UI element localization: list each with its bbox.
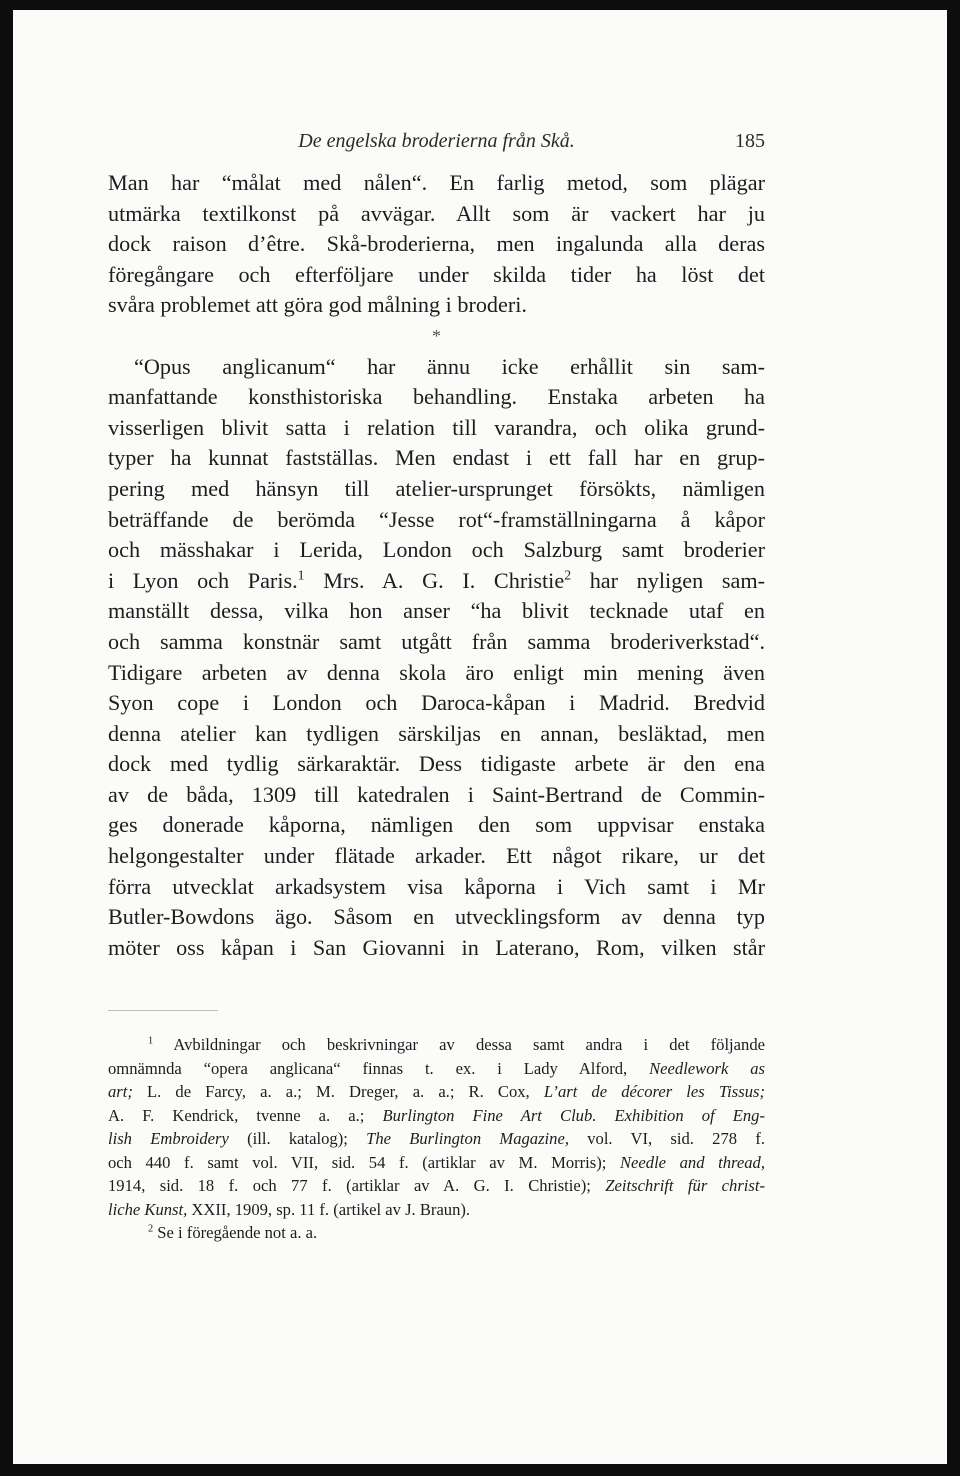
footnote-text: Se i föregående not a. a. (153, 1223, 318, 1242)
text-line: förra utvecklat arkadsystem visa kåporna i Vich samt i Mr (108, 873, 765, 899)
text-line: Syon cope i London och Daroca-kåpan i Madrid. Bredvid (108, 690, 765, 716)
footnote-marker-1: 1 (148, 1035, 154, 1047)
text-line: dock med tydlig särkaraktär. Dess tidigaste arbete är den ena (108, 751, 765, 777)
text-line: dock raison d’être. Skå-broderierna, men ingalunda alla deras (108, 231, 765, 257)
footnote-marker-2: 2 (148, 1223, 154, 1235)
footnote-line (108, 1151, 765, 1175)
text-line: och mässhakar i Lerida, London och Salzburg samt broderier (108, 537, 765, 563)
footnote-text: och 440 f. samt vol. VII, sid. 54 f. (artiklar av M. Morris); (108, 1152, 620, 1172)
page-number: 185 (735, 130, 765, 152)
footnote-text: 1914, sid. 18 f. och 77 f. (artiklar av A. G. I. Christie); (108, 1176, 606, 1195)
footnote-title: lish Embroidery (108, 1129, 229, 1148)
footnotes (108, 1033, 765, 1245)
footnote-title: Zeitschrift für christ- (605, 1176, 765, 1195)
footnote-text: (ill. katalog); (228, 1129, 367, 1148)
footnote-ref-2[interactable]: 2 (564, 567, 572, 583)
footnote-line (108, 1198, 765, 1222)
footnote-ref-1[interactable]: 1 (297, 567, 305, 583)
text-line: ges donerade kåporna, nämligen den som uppvisar enstaka (108, 812, 765, 838)
footnote-line (108, 1104, 765, 1128)
footnote-line (108, 1221, 765, 1245)
text-fragment: Mrs. A. G. I. Christie (304, 567, 565, 593)
text-line: Butler-Bowdons ägo. Såsom en utvecklingsform av denna typ (108, 904, 765, 930)
text-line-with-notes (108, 566, 765, 597)
text-line: beträffande de berömda “Jesse rot“-framställningarna å kåpor (108, 506, 765, 532)
footnote-title: Burlington Fine Art Club. Exhibition of Eng- (382, 1105, 765, 1125)
footnote-text: omnämnda “opera anglicana“ finnas t. ex. i Lady Alford, (108, 1058, 650, 1078)
text-line: pering med hänsyn till atelier-ursprunget försökts, nämligen (108, 475, 765, 501)
section-separator: * (432, 325, 441, 346)
text-fragment: har nyligen sam- (571, 567, 766, 593)
footnote-title: Needle and thread, (619, 1152, 765, 1172)
text-line: Man har “målat med nålen“. En farlig metod, som plägar (108, 170, 765, 195)
footnote-title: L’art de décorer les Tissus; (543, 1082, 765, 1101)
footnote-line (108, 1174, 765, 1198)
text-line: typer ha kunnat fastställas. Men endast i ett fall har en grup- (108, 445, 765, 471)
text-line: Tidigare arbeten av denna skola äro enligt min mening även (108, 659, 765, 685)
footnote-divider (108, 1010, 218, 1011)
footnote-text: XXII, 1909, sp. 11 f. (artikel av J. Braun). (187, 1199, 471, 1219)
footnote-title: The Burlington Magazine, (366, 1129, 569, 1148)
footnote-line (108, 1080, 765, 1104)
footnote-title: art; (108, 1082, 133, 1101)
text-line: möter oss kåpan i San Giovanni in Laterano, Rom, vilken står (108, 934, 765, 960)
footnote-text: Avbildningar och beskrivningar av dessa samt andra i det följande (153, 1035, 765, 1054)
text-line: visserligen blivit satta i relation till varandra, och olika grund- (108, 414, 765, 440)
text-line: av de båda, 1309 till katedralen i Saint-Bertrand de Commin- (108, 781, 765, 807)
footnote-line (108, 1127, 765, 1151)
footnote-title: Needlework as (649, 1058, 765, 1078)
text-line: utmärka textilkonst på avvägar. Allt som är vackert har ju (108, 200, 765, 226)
footnote-text: vol. VI, sid. 278 f. (568, 1129, 765, 1148)
footnote-line (108, 1033, 765, 1057)
text-line: och samma konstnär samt utgått från samma broderiverkstad“. (108, 628, 765, 654)
text-line: föregångare och efterföljare under skilda tider ha löst det (108, 261, 765, 287)
page-header (108, 130, 765, 158)
body-text (108, 168, 765, 963)
text-fragment: i Lyon och Paris. (108, 567, 298, 593)
text-line: svåra problemet att göra god målning i broderi. (108, 292, 527, 318)
text-line: manfattande konsthistoriska behandling. Enstaka arbeten ha (108, 384, 765, 410)
footnote-text: A. F. Kendrick, tvenne a. a.; (108, 1105, 383, 1125)
text-line: “Opus anglicanum“ har ännu icke erhållit sin sam- (134, 353, 765, 379)
book-page (13, 10, 947, 1464)
footnote-line (108, 1057, 765, 1081)
footnote-title: liche Kunst, (108, 1199, 188, 1219)
text-line: helgongestalter under flätade arkader. Ett något rikare, ur det (108, 843, 765, 869)
footnote-text: L. de Farcy, a. a.; M. Dreger, a. a.; R. Cox, (132, 1082, 544, 1101)
text-line: manställt dessa, vilka hon anser “ha blivit tecknade utaf en (108, 598, 765, 624)
text-line: denna atelier kan tydligen särskiljas en annan, besläktad, men (108, 720, 765, 746)
running-title: De engelska broderierna från Skå. (298, 130, 575, 152)
